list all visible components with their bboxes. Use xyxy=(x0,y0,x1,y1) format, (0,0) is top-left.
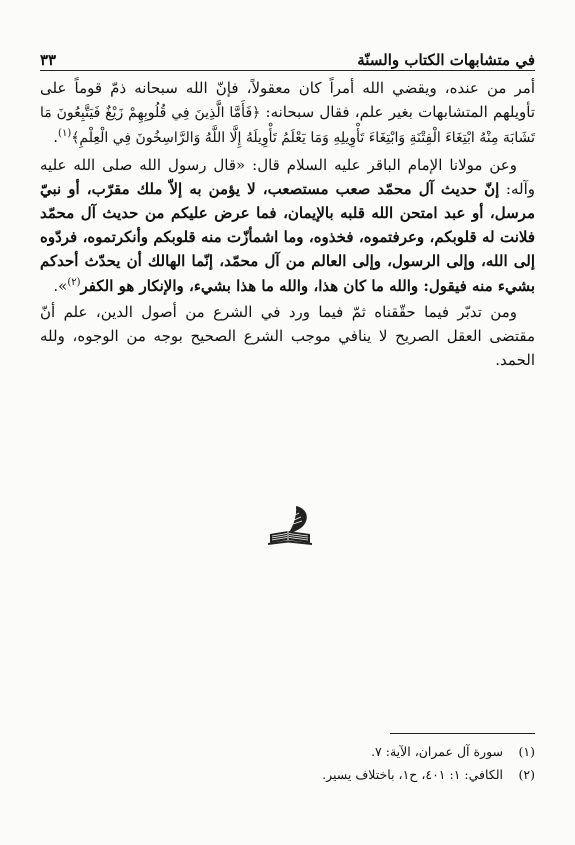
footnote-number: (٢) xyxy=(518,767,535,782)
footnote-ref: (١) xyxy=(58,128,72,140)
body-text xyxy=(40,76,535,372)
footnote-text: سورة آل عمران، الآية: ٧. xyxy=(371,744,503,759)
paragraph-text: . xyxy=(53,128,59,147)
page-number: ٣٣ xyxy=(40,51,57,69)
paragraph-2 xyxy=(40,153,535,298)
quran-verse: ﴿فَأَمَّا الَّذِينَ فِي قُلُوبِهِمْ زَيْغٌ فَيَتَّبِعُونَ مَا تَشَابَهَ مِنْهُ ابْتِغَاءَ الْفِتْنَةِ وَابْتِغَاءَ تَأْوِيلِهِ وَمَا يَعْلَمُ تَأْوِيلَهُ إِلَّا اللَّهُ وَالرَّاسِخُونَ فِي الْعِلْمِ﴾ xyxy=(40,105,535,147)
hadith-text: إنّ حديث آل محمّد صعب مستصعب، لا يؤمن به إلاّ ملك مقرّب، أو نبيّ مرسل، أو عبد امتحن الله قلبه بالإيمان، فما عرض عليكم من حديث آل محمّد فلانت له قلوبكم، وعرفتموه، فخذوه، وما اشمأزّت منه قلوبكم وأنكرتموه، فردّوه إلى الله، وإلى الرسول، وإلى العالم من آل محمّد، إنّما الهالك أن يحدّث أحدكم بشيء منه فيقول: والله ما كان هذا، والله ما هذا بشيء، والإنكار هو الكفر xyxy=(40,179,535,295)
footnote-rule xyxy=(390,733,535,734)
paragraph-1 xyxy=(40,76,535,151)
quill-and-book-ornament-icon xyxy=(266,503,314,549)
paragraph-3 xyxy=(40,300,535,373)
footnote-ref: (٢) xyxy=(67,276,81,288)
page-header xyxy=(40,43,535,69)
footnote-number: (١) xyxy=(518,744,535,759)
footnote-text: الكافي: ١: ٤٠١، ح١، باختلاف يسير. xyxy=(322,767,503,782)
footnotes xyxy=(40,740,535,786)
header-rule xyxy=(40,70,535,71)
paragraph-text: ومن تدبّر فيما حقّقناه ثمّ فيما ورد في الشرع من أصول الدين، علم أنّ مقتضى العقل الصريح لا ينافي موجب الشرع الصحيح بوجه من الوجوه، ولله الحمد. xyxy=(40,302,535,370)
paragraph-text: أمر من عنده، ويقضي الله أمراً كان معقولاً، فإنّ الله سبحانه ذمّ قوماً على تأويلهم المتشابهات بغير علم، فقال سبحانه: xyxy=(40,79,536,122)
paragraph-text: ». xyxy=(53,276,68,295)
running-title: في متشابهات الكتاب والسنّة xyxy=(357,51,535,69)
paragraph-text: وعن مولانا الإمام الباقر عليه السلام قال: «قال رسول الله صلى الله عليه وآله: xyxy=(40,155,535,198)
footnote-item xyxy=(40,763,535,786)
footnote-item xyxy=(40,740,535,763)
